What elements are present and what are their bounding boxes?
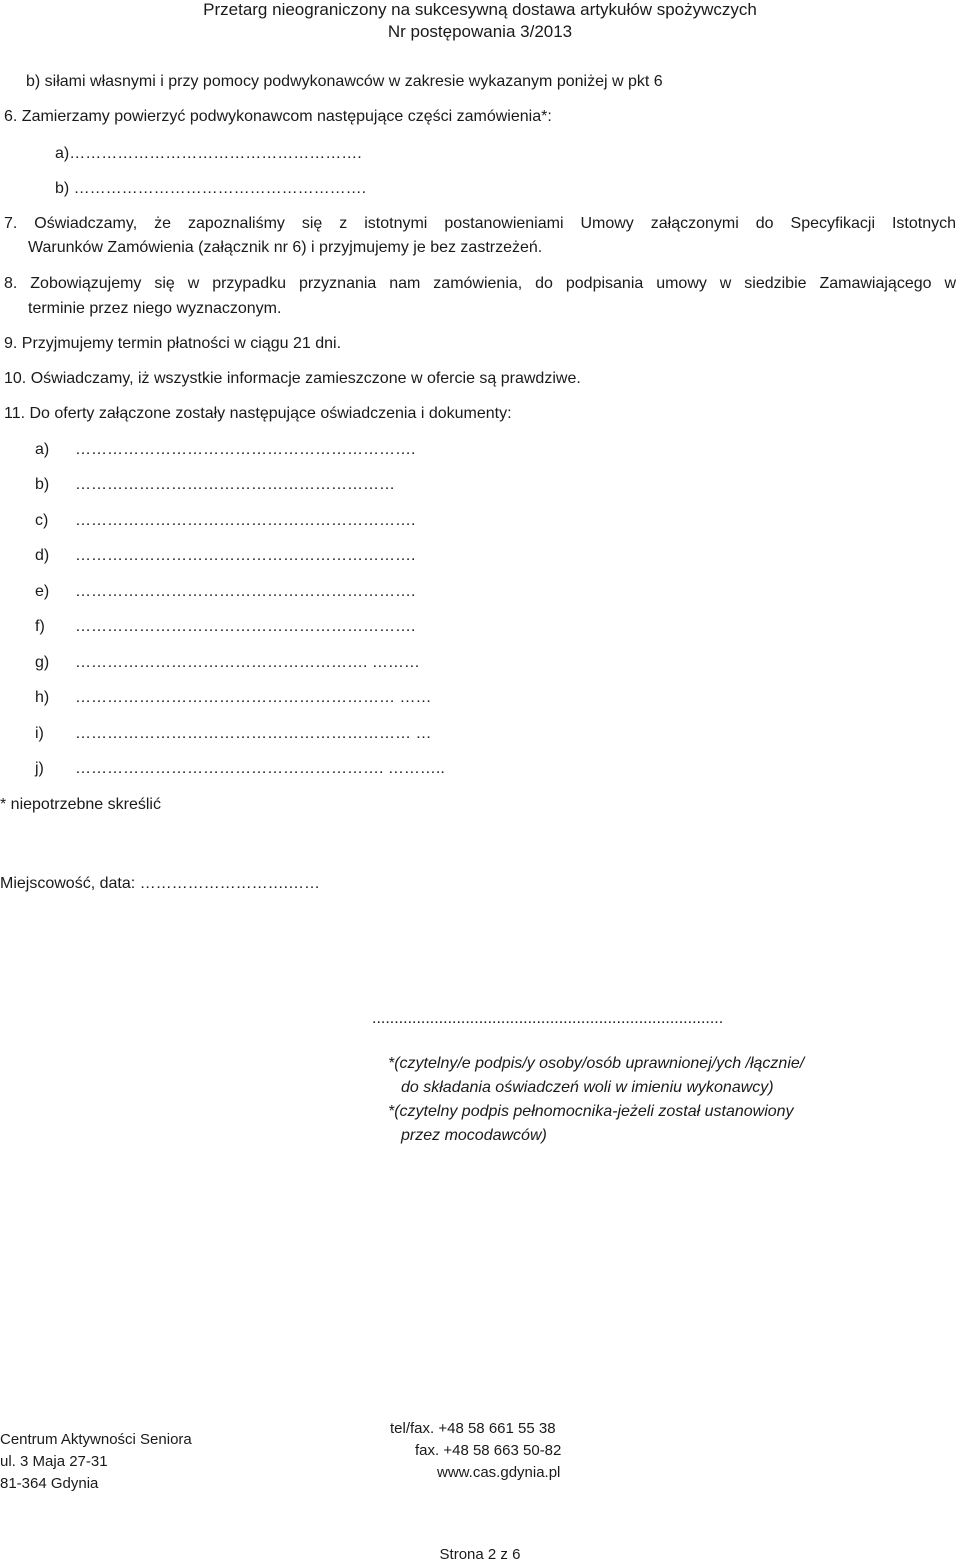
doc-item <box>35 760 445 778</box>
item-9: 9. Przyjmujemy termin płatności w ciągu 21 dni. <box>4 335 342 352</box>
footer-city: 81-364 Gdynia <box>0 1475 99 1492</box>
footer-street: ul. 3 Maja 27-31 <box>0 1453 108 1470</box>
footer-organization: Centrum Aktywności Seniora <box>0 1431 192 1448</box>
footer-tel: tel/fax. +48 58 661 55 38 <box>390 1420 556 1437</box>
item-8-line-2: terminie przez niego wyznaczonym. <box>28 300 282 317</box>
doc-item <box>35 725 432 743</box>
doc-item-label: b) <box>35 476 50 493</box>
footnote: * niepotrzebne skreślić <box>0 796 161 813</box>
doc-item-dots: …………………………………………………… …… <box>75 689 432 706</box>
doc-item-dots: …………………………………………………. ……….. <box>75 760 445 777</box>
doc-item-label: g) <box>35 654 50 671</box>
procedure-number: Nr postępowania 3/2013 <box>387 22 573 41</box>
doc-item-label: h) <box>35 689 50 706</box>
doc-item-label: j) <box>35 760 44 777</box>
doc-item-label: i) <box>35 725 44 742</box>
signature-note-2-line-2: przez mocodawców) <box>401 1127 547 1144</box>
doc-item <box>35 476 395 494</box>
item-10: 10. Oświadczamy, iż wszystkie informacje zamieszczone w ofercie są prawdziwe. <box>4 370 581 387</box>
item-8-line-1: 8. Zobowiązujemy się w przypadku przyznania nam zamówienia, do podpisania umowy w siedzibie Zamawiającego w <box>4 275 956 292</box>
page-number: Strona 2 z 6 <box>439 1546 521 1563</box>
doc-item <box>35 689 432 707</box>
doc-item <box>35 512 416 530</box>
signature-note-1-line-2: do składania oświadczeń woli w imieniu wykonawcy) <box>401 1079 774 1096</box>
doc-item-label: f) <box>35 618 45 635</box>
item-11: 11. Do oferty załączone zostały następujące oświadczenia i dokumenty: <box>4 405 512 422</box>
doc-item-label: c) <box>35 512 49 529</box>
doc-item <box>35 654 420 672</box>
doc-item <box>35 547 416 565</box>
doc-item-dots: …………………………………………………… <box>75 476 395 493</box>
doc-item <box>35 441 416 459</box>
doc-item-label: d) <box>35 547 50 564</box>
item-6-a: a)………………………………………………. <box>55 145 362 162</box>
item-6: 6. Zamierzamy powierzyć podwykonawcom następujące części zamówienia*: <box>4 108 552 125</box>
item-7-line-2: Warunków Zamówienia (załącznik nr 6) i przyjmujemy je bez zastrzeżeń. <box>28 239 543 256</box>
doc-item <box>35 618 416 636</box>
doc-item-dots: ………………………………………………. ……… <box>75 654 420 671</box>
doc-item-dots: ………………………………………………………. <box>75 512 416 529</box>
doc-item <box>35 583 416 601</box>
doc-item-dots: ………………………………………………………. <box>75 547 416 564</box>
item-6-b: b) ………………………………………………. <box>55 180 367 197</box>
item-7-line-1: 7. Oświadczamy, że zapoznaliśmy się z istotnymi postanowieniami Umowy załączonymi do Specyfikacji Istotnych <box>4 215 956 232</box>
document-title: Przetarg nieograniczony na sukcesywną dostawa artykułów spożywczych <box>203 0 757 19</box>
doc-item-dots: ………………………………………………………. <box>75 441 416 458</box>
footer-website: www.cas.gdynia.pl <box>437 1464 561 1481</box>
footer-fax: fax. +48 58 663 50-82 <box>415 1442 562 1459</box>
doc-item-dots: ………………………………………………………. <box>75 618 416 635</box>
signature-line: ............................................................................... <box>372 1010 724 1027</box>
doc-item-dots: ……………………………………………………… … <box>75 725 432 742</box>
signature-note-2-line-1: *(czytelny podpis pełnomocnika-jeżeli został ustanowiony <box>388 1103 794 1120</box>
own-resources-line: b) siłami własnymi i przy pomocy podwykonawców w zakresie wykazanym poniżej w pkt 6 <box>26 73 663 90</box>
place-date-field: Miejscowość, data: ……………………….…… <box>0 875 321 892</box>
doc-item-label: a) <box>35 441 50 458</box>
signature-note-1-line-1: *(czytelny/e podpis/y osoby/osób uprawnionej/ych /łącznie/ <box>388 1055 805 1072</box>
doc-item-dots: ………………………………………………………. <box>75 583 416 600</box>
doc-item-label: e) <box>35 583 50 600</box>
